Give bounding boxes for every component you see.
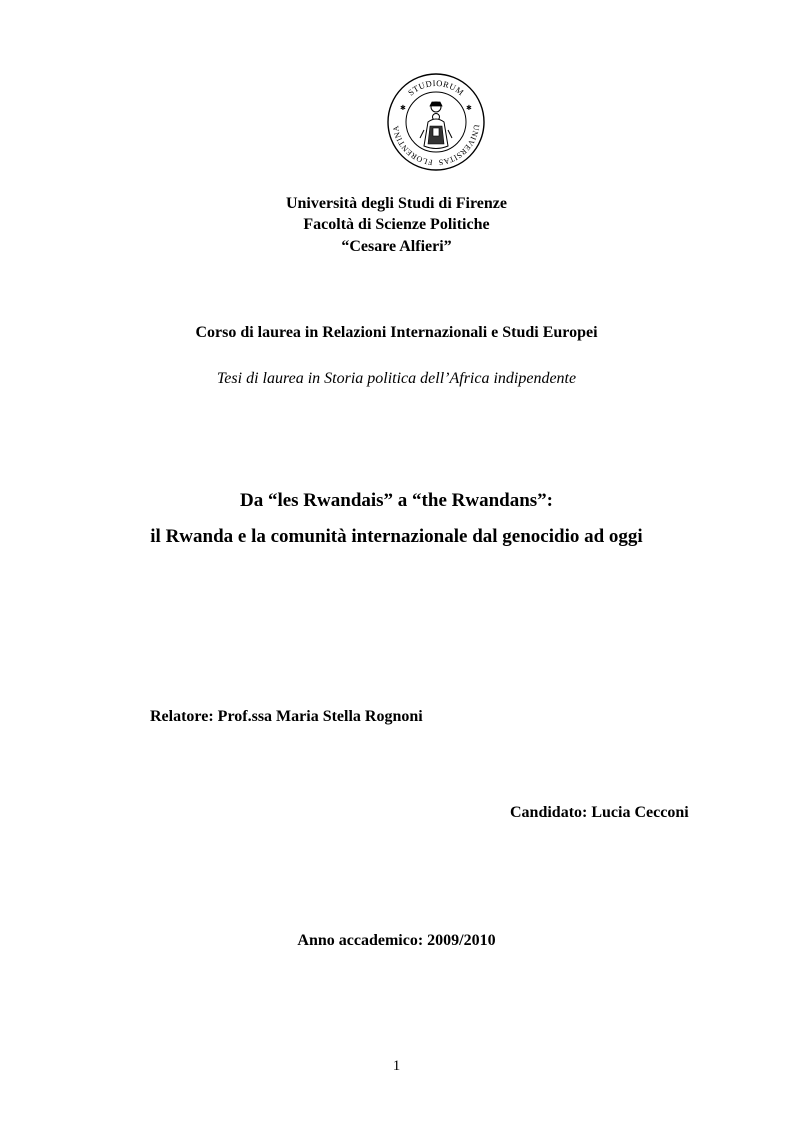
university-name: Università degli Studi di Firenze bbox=[285, 195, 508, 212]
supervisor: Relatore: Prof.ssa Maria Stella Rognoni bbox=[150, 708, 423, 725]
svg-text:✱: ✱ bbox=[466, 104, 472, 112]
academic-year: Anno accademico: 2009/2010 bbox=[297, 932, 496, 949]
thesis-title-line-1: Da “les Rwandais” a “the Rwandans”: bbox=[239, 490, 554, 511]
university-seal-logo bbox=[386, 72, 486, 172]
degree-course: Corso di laurea in Relazioni Internazionali e Studi Europei bbox=[195, 324, 598, 341]
candidate: Candidato: Lucia Cecconi bbox=[510, 804, 689, 821]
svg-text:✱: ✱ bbox=[400, 104, 406, 112]
thesis-subject: Tesi di laurea in Storia politica dell’Africa indipendente bbox=[216, 370, 577, 387]
svg-text:UNIVERSITAS: UNIVERSITAS bbox=[437, 123, 481, 167]
faculty-name: Facoltà di Scienze Politiche bbox=[303, 216, 490, 233]
faculty-nickname: “Cesare Alfieri” bbox=[341, 238, 452, 255]
svg-text:FLORENTINA: FLORENTINA bbox=[391, 124, 434, 167]
thesis-title-line-2: il Rwanda e la comunità internazionale dal genocidio ad oggi bbox=[150, 526, 643, 547]
svg-text:STUDIORUM: STUDIORUM bbox=[405, 77, 466, 98]
page-number: 1 bbox=[392, 1058, 401, 1074]
